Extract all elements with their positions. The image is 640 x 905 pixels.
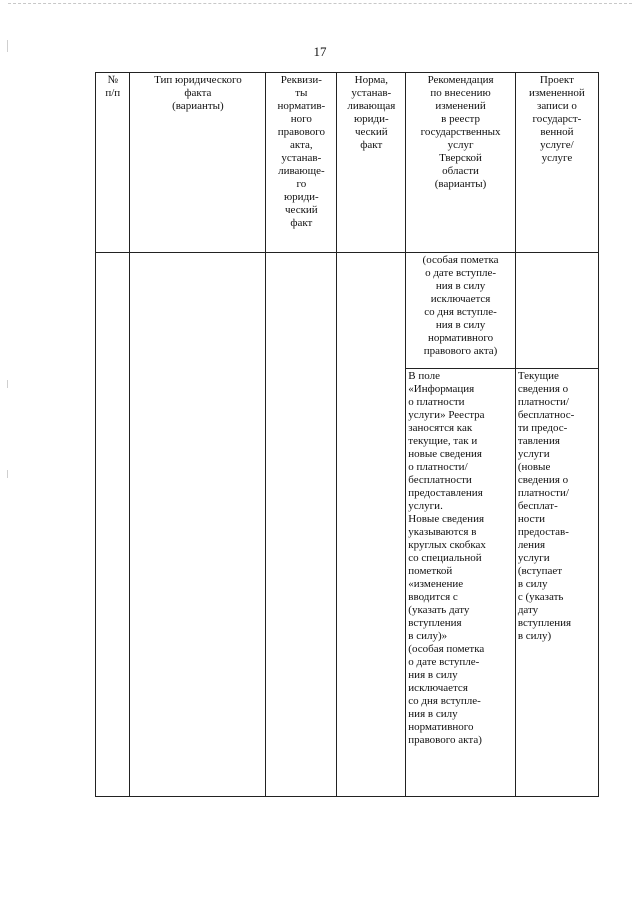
header-number: № п/п <box>96 73 130 253</box>
scan-edge-line <box>8 3 632 4</box>
cell-number <box>96 253 130 797</box>
cell-recommendation <box>406 369 516 797</box>
legal-facts-table <box>95 72 599 797</box>
cell-draft-record <box>515 369 598 797</box>
recommendation-text: (особая пометка о дате вступле- ния в силу исключается со дня вступле- ния в силу нормативного правового акта) <box>422 254 499 357</box>
cell-norm <box>337 253 406 797</box>
table-header-row <box>96 73 599 253</box>
scan-margin-mark <box>7 380 8 388</box>
header-recommendation: Рекомендация по внесению изменений в реестр государственных услуг Тверской области (варианты) <box>406 73 516 253</box>
header-fact-type: Тип юридического факта (варианты) <box>130 73 266 253</box>
recommendation-text: В поле «Информация о платности услуги» Реестра заносятся как текущие, так и новые сведения о платности/ бесплатности предоставления услуги. Новые сведения указываются в круглых скобках со специальной пометкой «изменение вводится с (указать дату вступления в силу)» (особая пометка о дате вступле- ния в силу исключается со дня вступле- ния в силу нормативного правового акта) <box>408 370 486 746</box>
draft-record-text: Текущие сведения о платности/ бесплатнос- ти предос- тавления услуги (новые сведения о платности/ бесплат- ности предостав- ления услуги (вступает в силу с (указать дату вступления в силу) <box>517 370 575 642</box>
cell-recommendation <box>406 253 516 369</box>
cell-act-details <box>266 253 337 797</box>
page-number: 17 <box>313 44 327 59</box>
header-norm: Норма, устанав- ливающая юриди- ческий факт <box>337 73 406 253</box>
scan-margin-mark <box>7 470 8 478</box>
header-act-details: Реквизи- ты норматив- ного правового акта, устанав- ливающе- го юриди- ческий факт <box>266 73 337 253</box>
cell-draft-record <box>515 253 598 369</box>
table-row <box>96 253 599 369</box>
cell-fact-type <box>130 253 266 797</box>
header-draft-record: Проект измененной записи о государст- венной услуге/ услуге <box>515 73 598 253</box>
